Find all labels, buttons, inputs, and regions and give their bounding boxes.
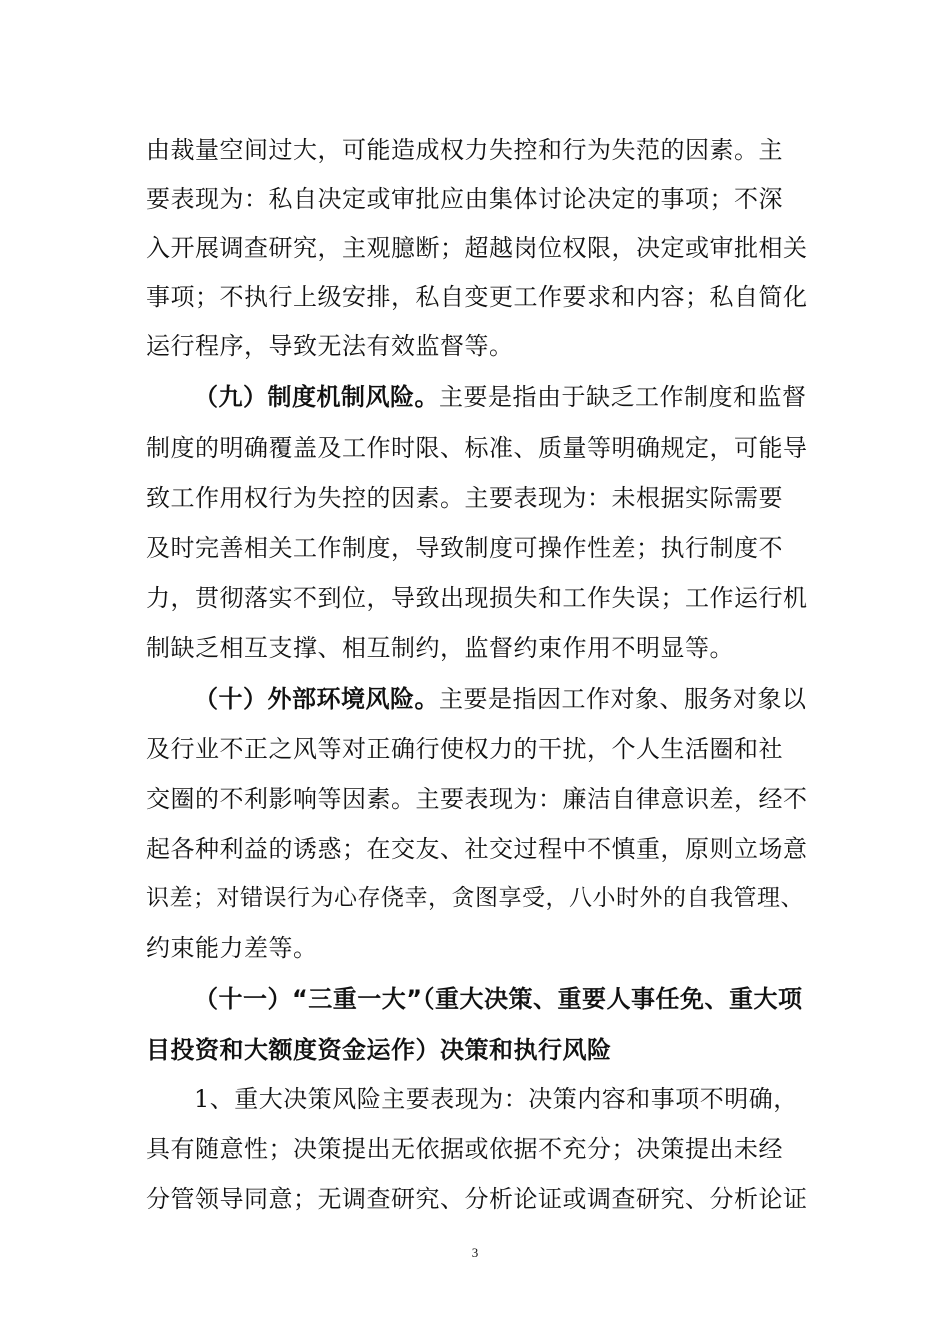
body-text-line: 事项；不执行上级安排，私自变更工作要求和内容；私自简化 xyxy=(146,283,808,311)
body-text-line: 力，贯彻落实不到位，导致出现损失和工作失误；工作运行机 xyxy=(146,584,808,612)
section-10-text: 主要是指因工作对象、服务对象以 xyxy=(439,685,807,713)
body-text-line: 制缺乏相互支撑、相互制约，监督约束作用不明显等。 xyxy=(146,634,734,662)
body-text-line: 识差；对错误行为心存侥幸，贪图享受，八小时外的自我管理、 xyxy=(146,885,804,911)
body-text-line: 分管领导同意；无调查研究、分析论证或调查研究、分析论证 xyxy=(146,1185,808,1213)
body-text-line: 由裁量空间过大，可能造成权力失控和行为失范的因素。主 xyxy=(146,136,783,164)
section-9-text: 主要是指由于缺乏工作制度和监督 xyxy=(439,383,807,411)
page-number: 3 xyxy=(471,1245,479,1260)
body-text-line: 具有随意性；决策提出无依据或依据不充分；决策提出未经 xyxy=(146,1135,783,1163)
section-11-heading: （十一）“三重一大”（重大决策、重要人事任免、重大项 xyxy=(194,985,803,1013)
body-text-line: 入开展调查研究，主观臆断；超越岗位权限，决定或审批相关 xyxy=(146,234,808,262)
section-9-heading: （九）制度机制风险。 xyxy=(194,383,439,411)
body-text-line: 约束能力差等。 xyxy=(146,934,318,962)
item-1-first-line: 1、重大决策风险主要表现为：决策内容和事项不明确， xyxy=(194,1085,798,1113)
section-9-first-line xyxy=(194,381,816,413)
body-text-line: 及行业不正之风等对正确行使权力的干扰，个人生活圈和社 xyxy=(146,735,783,763)
body-text-line: 及时完善相关工作制度，导致制度可操作性差；执行制度不 xyxy=(146,534,783,562)
body-text-line: 致工作用权行为失控的因素。主要表现为：未根据实际需要 xyxy=(146,484,783,512)
section-10-heading: （十）外部环境风险。 xyxy=(194,685,439,713)
body-text-line: 交圈的不利影响等因素。主要表现为：廉洁自律意识差，经不 xyxy=(146,785,808,813)
section-11-heading-cont: 目投资和大额度资金运作）决策和执行风险 xyxy=(146,1036,612,1064)
body-text-line: 起各种利益的诱惑；在交友、社交过程中不慎重，原则立场意 xyxy=(146,835,808,863)
body-text-line: 要表现为：私自决定或审批应由集体讨论决定的事项；不深 xyxy=(146,185,783,213)
body-text-line: 制度的明确覆盖及工作时限、标准、质量等明确规定，可能导 xyxy=(146,434,808,462)
body-text-line: 运行程序，导致无法有效监督等。 xyxy=(146,332,514,360)
section-10-first-line xyxy=(194,683,816,715)
